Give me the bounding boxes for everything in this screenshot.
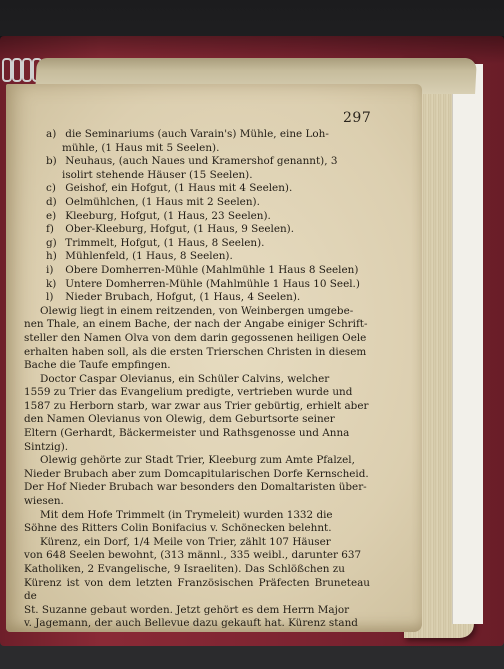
list-item-label: g) xyxy=(46,236,57,249)
paragraphs xyxy=(24,305,370,631)
list-item-label: h) xyxy=(46,250,57,263)
text-line: Kürenz ist von dem letzten Französischen Präfecten Bruneteau de xyxy=(24,576,370,603)
text-line: Mit dem Hofe Trimmelt (in Trymeleit) wurden 1332 die xyxy=(40,508,333,521)
list-item-label: f) xyxy=(46,223,54,236)
list-item-text: mühle, (1 Haus mit 5 Seelen). xyxy=(62,141,220,154)
text-line: Sintzig). xyxy=(24,440,69,453)
text-line: 1559 zu Trier das Evangelium predigte, vertrieben wurde und xyxy=(24,386,353,399)
list-item-label: d) xyxy=(46,195,57,208)
page-text xyxy=(24,128,370,631)
text-line: den Namen Olevianus von Olewig, dem Geburtsorte seiner xyxy=(24,413,335,426)
text-line: Söhne des Ritters Colin Bonifacius v. Schönecken belehnt. xyxy=(24,522,332,535)
list-item-label: e) xyxy=(46,209,57,222)
place-list xyxy=(24,128,370,305)
list-item xyxy=(24,264,370,278)
list-item xyxy=(24,291,370,305)
text-line: Olewig liegt in einem reitzenden, von Weinbergen umgebe- xyxy=(40,304,354,317)
text-line: 1587 zu Herborn starb, war zwar aus Trier gebürtig, erhielt aber xyxy=(24,399,369,412)
list-item xyxy=(24,237,370,251)
list-item-text: die Seminariums (auch Varain's) Mühle, eine Loh- xyxy=(62,128,329,140)
text-line: steller den Namen Olva von dem darin gegossenen heiligen Oele xyxy=(24,331,367,344)
list-item-text: Trimmelt, Hofgut, (1 Haus, 8 Seelen). xyxy=(62,236,265,249)
text-line: erhalten haben soll, als die ersten Trierschen Christen in diesem xyxy=(24,345,367,358)
text-line: nen Thale, an einem Bache, der nach der Angabe einiger Schrift- xyxy=(24,318,368,331)
paragraph xyxy=(24,454,370,508)
list-item-text: Nieder Brubach, Hofgut, (1 Haus, 4 Seelen). xyxy=(62,291,301,304)
list-item xyxy=(24,210,370,224)
list-item-label: c) xyxy=(46,182,56,195)
list-item-label: a) xyxy=(46,128,57,140)
text-line: Kürenz, ein Dorf, 1/4 Meile von Trier, zählt 107 Häuser xyxy=(40,535,331,548)
list-item-text: Obere Domherren-Mühle (Mahlmühle 1 Haus 8 Seelen) xyxy=(62,263,359,276)
text-line: Eltern (Gerhardt, Bäckermeister und Rathsgenosse und Anna xyxy=(24,427,350,440)
list-item-text: Geishof, ein Hofgut, (1 Haus mit 4 Seelen). xyxy=(62,182,293,195)
text-line: v. Jagemann, der auch Bellevue dazu gekauft hat. Kürenz stand xyxy=(24,617,358,630)
list-item xyxy=(24,128,370,155)
list-item-label: i) xyxy=(46,263,54,276)
list-item xyxy=(24,182,370,196)
list-item-text: Ober-Kleeburg, Hofgut, (1 Haus, 9 Seelen). xyxy=(62,223,295,236)
list-item-text: Untere Domherren-Mühle (Mahlmühle 1 Haus 10 Seel.) xyxy=(62,277,360,290)
list-item-text: Kleeburg, Hofgut, (1 Haus, 23 Seelen). xyxy=(62,209,271,222)
list-item xyxy=(24,278,370,292)
paragraph xyxy=(24,305,370,373)
inserted-sheet xyxy=(452,64,483,624)
text-line: wiesen. xyxy=(24,495,64,508)
page-number: 297 xyxy=(343,110,372,126)
text-line: Der Hof Nieder Brubach war besonders den Domaltaristen über- xyxy=(24,481,367,494)
list-item xyxy=(24,196,370,210)
paragraph xyxy=(24,509,370,536)
text-line: Katholiken, 2 Evangelische, 9 Israeliten). Das Schlößchen zu xyxy=(24,563,345,575)
paragraph xyxy=(24,373,370,455)
list-item xyxy=(24,223,370,237)
list-item xyxy=(24,155,370,182)
text-line: Bache die Taufe empfingen. xyxy=(24,359,171,372)
list-item-text: Mühlenfeld, (1 Haus, 8 Seelen). xyxy=(62,250,233,263)
text-line: St. Suzanne gebaut worden. Jetzt gehört es dem Herrn Major xyxy=(24,603,350,616)
paragraph xyxy=(24,536,370,631)
text-line: Doctor Caspar Olevianus, ein Schüler Calvins, welcher xyxy=(40,372,330,385)
list-item xyxy=(24,250,370,264)
list-item-text: Oelmühlchen, (1 Haus mit 2 Seelen). xyxy=(62,195,260,208)
text-line: Nieder Brubach aber zum Domcapitularischen Dorfe Kernscheid. xyxy=(24,467,369,480)
list-item-text: isolirt stehende Häuser (15 Seelen). xyxy=(62,168,253,181)
list-item-label: l) xyxy=(46,291,54,304)
list-item-label: b) xyxy=(46,155,57,168)
text-line: Olewig gehörte zur Stadt Trier, Kleeburg zum Amte Pfalzel, xyxy=(40,454,355,467)
list-item-text: Neuhaus, (auch Naues und Kramershof genannt), 3 xyxy=(62,155,338,168)
list-item-label: k) xyxy=(46,277,57,290)
text-line: von 648 Seelen bewohnt, (313 männl., 335 weibl., darunter 637 xyxy=(24,549,362,562)
